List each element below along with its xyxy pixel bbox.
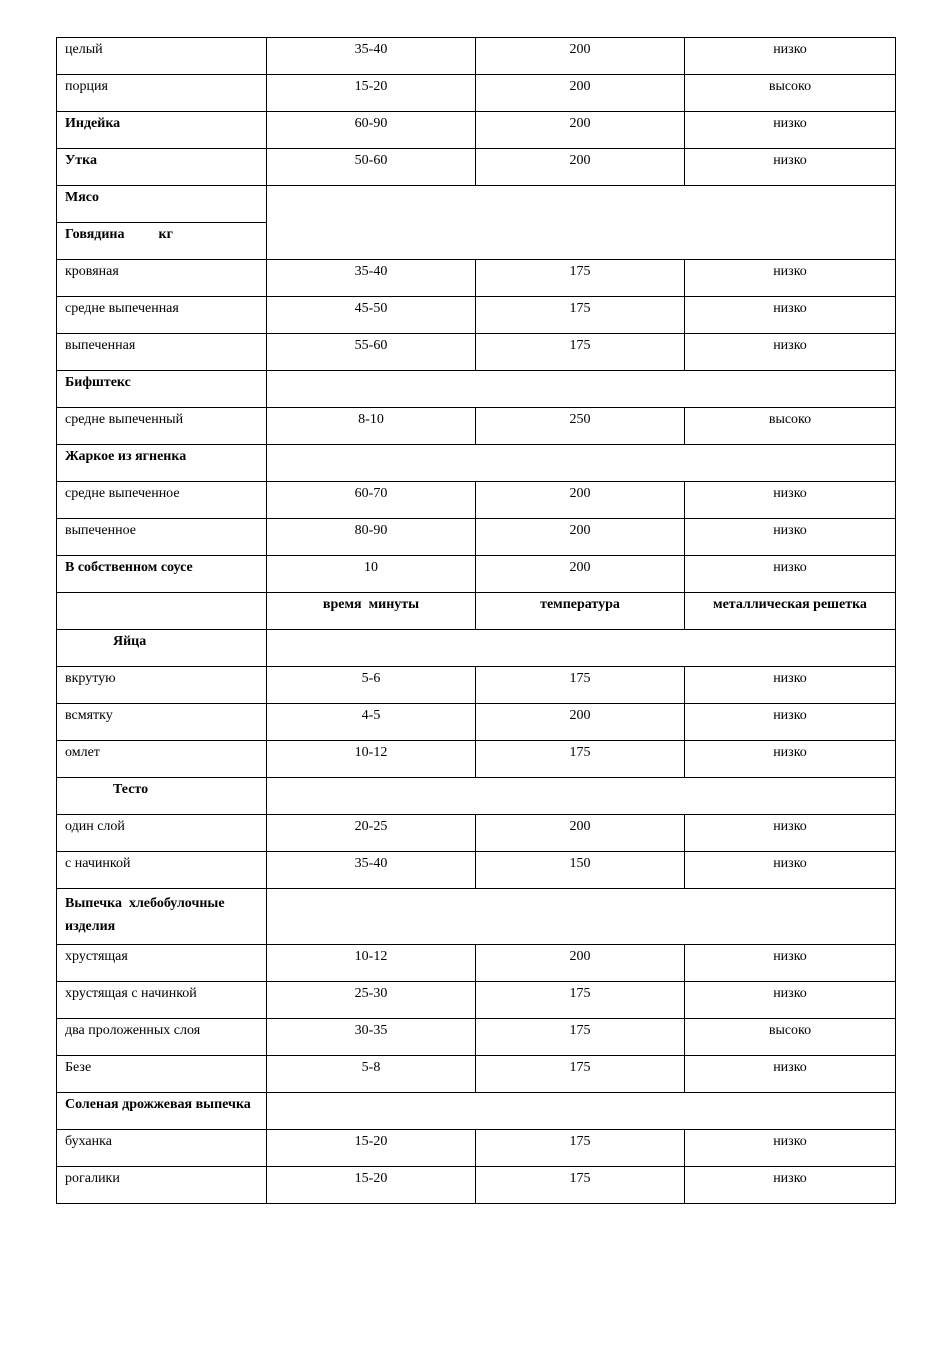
row-label: один слой: [57, 815, 267, 852]
temperature-cell: 175: [476, 297, 685, 334]
header-temperature: температура: [476, 593, 685, 630]
section-row: [57, 778, 896, 815]
row-label: средне выпеченный: [57, 408, 267, 445]
temperature-cell: 200: [476, 815, 685, 852]
table-row: [57, 112, 896, 149]
time-cell: 15-20: [267, 75, 476, 112]
section-row: [57, 889, 896, 945]
temperature-cell: 200: [476, 112, 685, 149]
time-cell: 20-25: [267, 815, 476, 852]
section-label: Тесто: [57, 778, 267, 815]
row-label: два проложенных слоя: [57, 1019, 267, 1056]
section-label: Выпечка хлебобулочные изделия: [57, 889, 267, 945]
grill-cell: низко: [685, 334, 896, 371]
section-label: Яйца: [57, 630, 267, 667]
header-grill: металлическая решетка: [685, 593, 896, 630]
table-row: [57, 741, 896, 778]
empty-merged-cell: [267, 630, 896, 667]
table-row: [57, 945, 896, 982]
row-label: целый: [57, 38, 267, 75]
grill-cell: низко: [685, 112, 896, 149]
cooking-table: [56, 37, 896, 1204]
section-row: [57, 186, 896, 223]
table-row: [57, 982, 896, 1019]
table-row: [57, 408, 896, 445]
table-row: [57, 519, 896, 556]
temperature-cell: 200: [476, 38, 685, 75]
table-row: [57, 482, 896, 519]
grill-cell: низко: [685, 815, 896, 852]
time-cell: 25-30: [267, 982, 476, 1019]
temperature-cell: 200: [476, 75, 685, 112]
temperature-cell: 200: [476, 519, 685, 556]
grill-cell: низко: [685, 519, 896, 556]
row-label: хрустящая: [57, 945, 267, 982]
temperature-cell: 175: [476, 1019, 685, 1056]
grill-cell: низко: [685, 667, 896, 704]
grill-cell: низко: [685, 38, 896, 75]
column-header-row: [57, 593, 896, 630]
temperature-cell: 175: [476, 334, 685, 371]
temperature-cell: 200: [476, 945, 685, 982]
empty-merged-cell: [267, 889, 896, 945]
row-label: с начинкой: [57, 852, 267, 889]
table-row: [57, 75, 896, 112]
grill-cell: низко: [685, 149, 896, 186]
row-label: В собственном соусе: [57, 556, 267, 593]
grill-cell: низко: [685, 704, 896, 741]
time-cell: 15-20: [267, 1167, 476, 1204]
grill-cell: низко: [685, 741, 896, 778]
grill-cell: высоко: [685, 1019, 896, 1056]
table-row: [57, 704, 896, 741]
time-cell: 45-50: [267, 297, 476, 334]
temperature-cell: 200: [476, 482, 685, 519]
row-label: рогалики: [57, 1167, 267, 1204]
section-label-text: Говядина: [65, 227, 125, 242]
grill-cell: низко: [685, 945, 896, 982]
time-cell: 10-12: [267, 741, 476, 778]
grill-cell: низко: [685, 1056, 896, 1093]
grill-cell: низко: [685, 1130, 896, 1167]
time-cell: 10-12: [267, 945, 476, 982]
empty-merged-cell: [267, 778, 896, 815]
table-row: [57, 260, 896, 297]
grill-cell: низко: [685, 297, 896, 334]
table-row: [57, 852, 896, 889]
section-row: [57, 630, 896, 667]
time-cell: 35-40: [267, 852, 476, 889]
time-cell: 15-20: [267, 1130, 476, 1167]
table-row: [57, 334, 896, 371]
row-label: Утка: [57, 149, 267, 186]
time-cell: 5-8: [267, 1056, 476, 1093]
section-label: [57, 223, 267, 260]
table-row: [57, 667, 896, 704]
section-row: [57, 445, 896, 482]
temperature-cell: 150: [476, 852, 685, 889]
time-cell: 10: [267, 556, 476, 593]
grill-cell: высоко: [685, 75, 896, 112]
row-label: всмятку: [57, 704, 267, 741]
grill-cell: высоко: [685, 408, 896, 445]
temperature-cell: 175: [476, 667, 685, 704]
temperature-cell: 250: [476, 408, 685, 445]
table-row: [57, 149, 896, 186]
empty-merged-cell: [267, 445, 896, 482]
temperature-cell: 175: [476, 741, 685, 778]
section-label: Мясо: [57, 186, 267, 223]
table-row: [57, 38, 896, 75]
temperature-cell: 175: [476, 1056, 685, 1093]
section-row: [57, 1093, 896, 1130]
time-cell: 60-70: [267, 482, 476, 519]
table-row: [57, 1167, 896, 1204]
table-row: [57, 297, 896, 334]
time-cell: 8-10: [267, 408, 476, 445]
unit-label: кг: [158, 227, 173, 242]
section-label: Бифштекс: [57, 371, 267, 408]
header-time: время минуты: [267, 593, 476, 630]
row-label: Индейка: [57, 112, 267, 149]
row-label: средне выпеченная: [57, 297, 267, 334]
temperature-cell: 175: [476, 1167, 685, 1204]
grill-cell: низко: [685, 982, 896, 1019]
header-empty-cell: [57, 593, 267, 630]
temperature-cell: 175: [476, 982, 685, 1019]
empty-merged-cell: [267, 1093, 896, 1130]
time-cell: 55-60: [267, 334, 476, 371]
row-label: буханка: [57, 1130, 267, 1167]
row-label: кровяная: [57, 260, 267, 297]
temperature-cell: 200: [476, 149, 685, 186]
empty-merged-cell: [267, 186, 896, 260]
temperature-cell: 200: [476, 556, 685, 593]
temperature-cell: 175: [476, 260, 685, 297]
section-label: Соленая дрожжевая выпечка: [57, 1093, 267, 1130]
table-row: [57, 1019, 896, 1056]
time-cell: 35-40: [267, 38, 476, 75]
row-label: выпеченное: [57, 519, 267, 556]
row-label: средне выпеченное: [57, 482, 267, 519]
row-label: порция: [57, 75, 267, 112]
row-label: Безе: [57, 1056, 267, 1093]
temperature-cell: 200: [476, 704, 685, 741]
row-label: омлет: [57, 741, 267, 778]
section-label: Жаркое из ягненка: [57, 445, 267, 482]
grill-cell: низко: [685, 852, 896, 889]
grill-cell: низко: [685, 260, 896, 297]
grill-cell: низко: [685, 556, 896, 593]
table-row: [57, 556, 896, 593]
row-label: хрустящая с начинкой: [57, 982, 267, 1019]
grill-cell: низко: [685, 1167, 896, 1204]
empty-merged-cell: [267, 371, 896, 408]
time-cell: 4-5: [267, 704, 476, 741]
row-label: вкрутую: [57, 667, 267, 704]
row-label: выпеченная: [57, 334, 267, 371]
time-cell: 5-6: [267, 667, 476, 704]
grill-cell: низко: [685, 482, 896, 519]
section-row: [57, 371, 896, 408]
time-cell: 50-60: [267, 149, 476, 186]
time-cell: 35-40: [267, 260, 476, 297]
table-row: [57, 1056, 896, 1093]
table-row: [57, 815, 896, 852]
table-row: [57, 1130, 896, 1167]
time-cell: 60-90: [267, 112, 476, 149]
temperature-cell: 175: [476, 1130, 685, 1167]
time-cell: 80-90: [267, 519, 476, 556]
time-cell: 30-35: [267, 1019, 476, 1056]
